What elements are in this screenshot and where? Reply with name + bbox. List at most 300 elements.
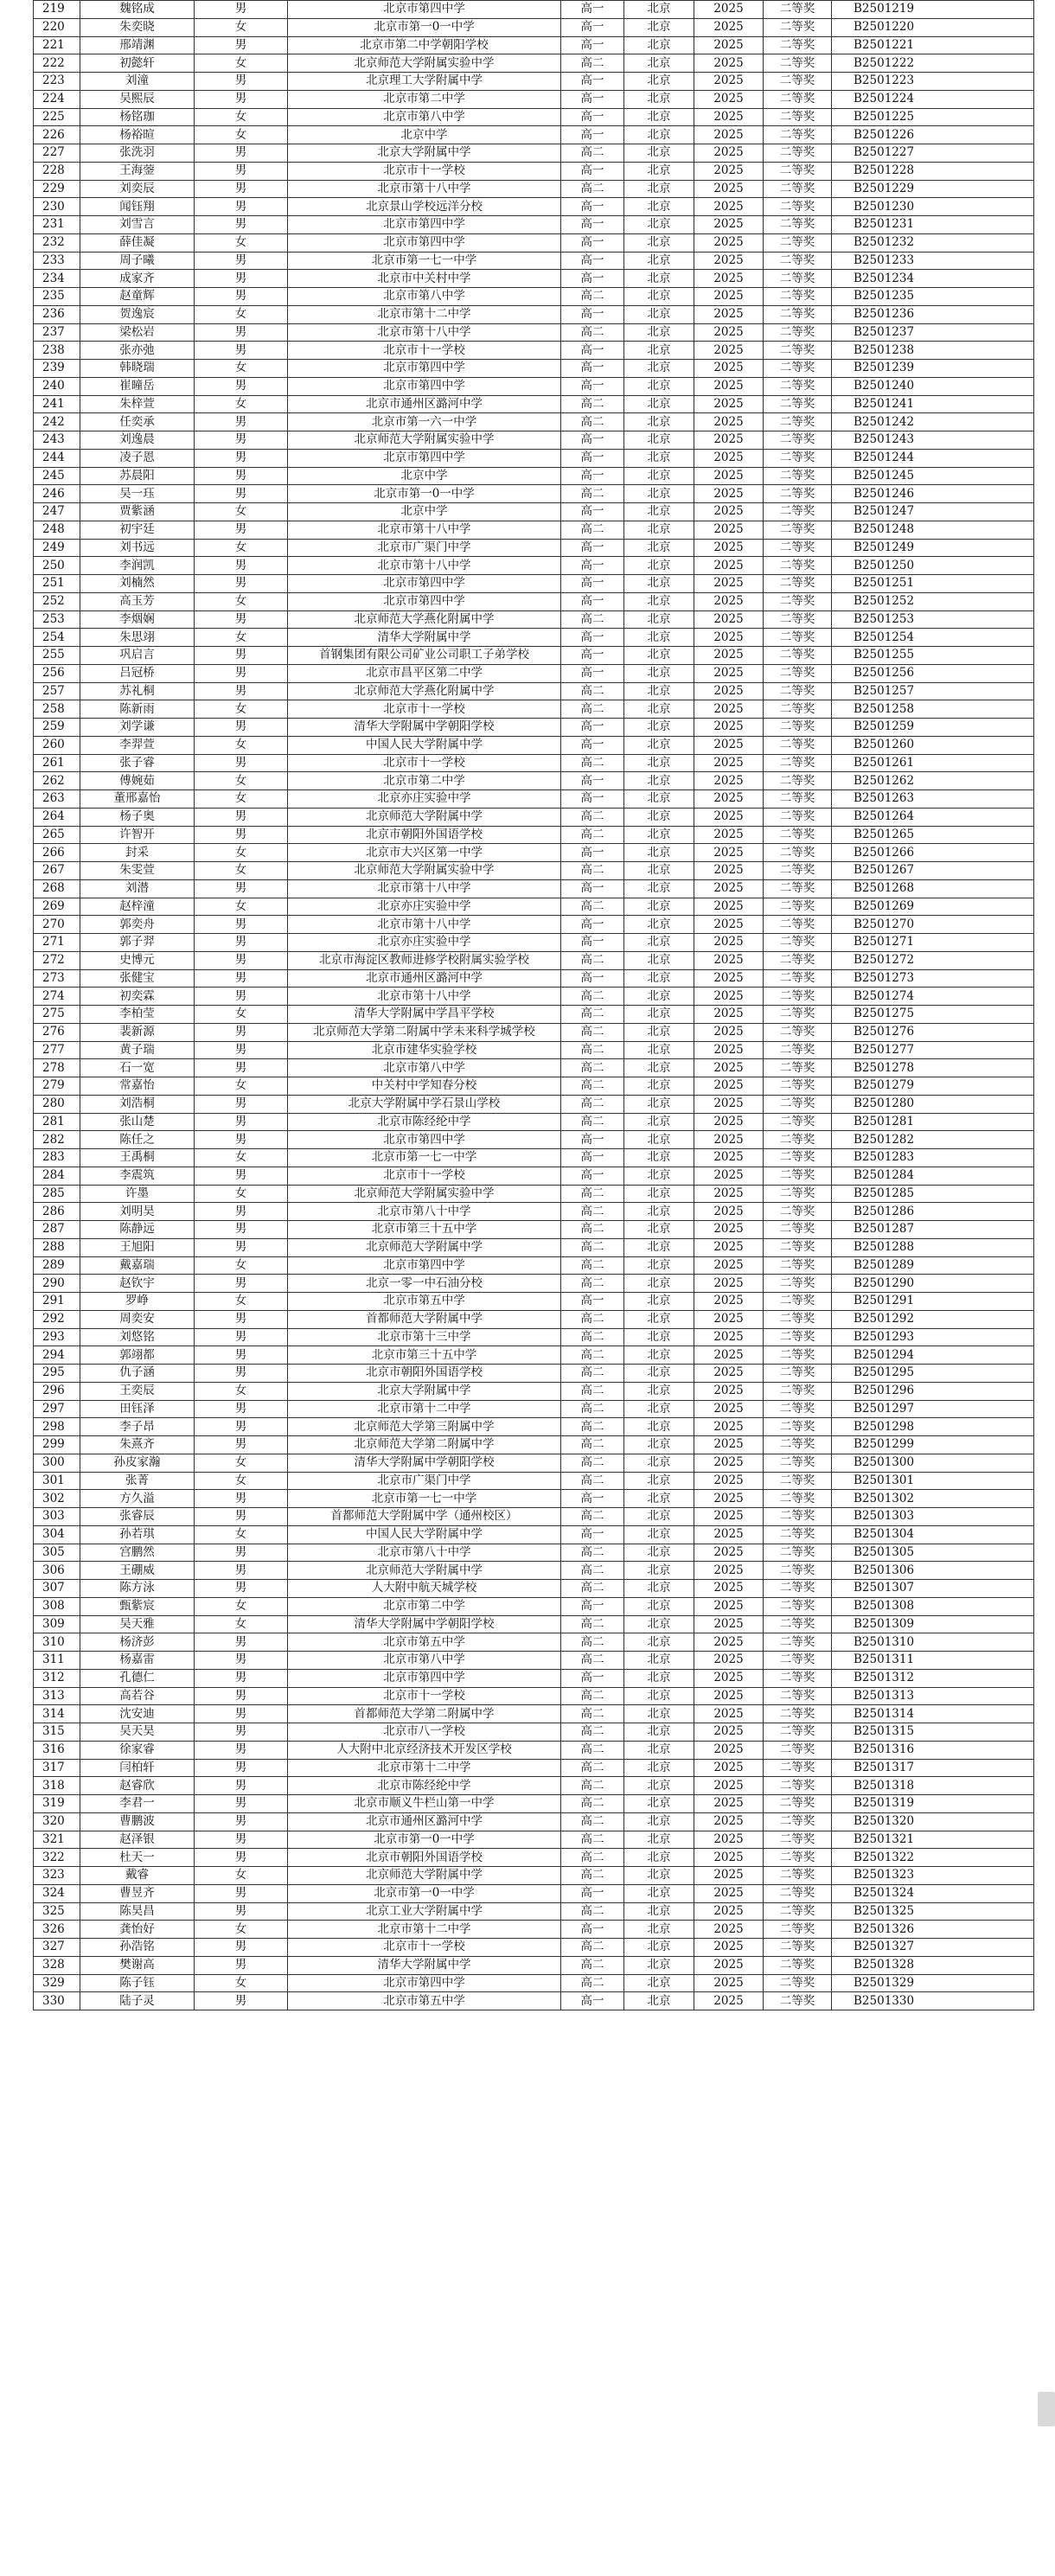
cell-name: 张睿辰 bbox=[80, 1508, 195, 1526]
table-row bbox=[34, 288, 1034, 306]
cell-number: 231 bbox=[34, 216, 80, 234]
cell-school: 北京市顺义牛栏山第一中学 bbox=[288, 1795, 561, 1813]
cell-school: 北京市第四中学 bbox=[288, 1974, 561, 1992]
cell-gender: 男 bbox=[195, 1580, 288, 1598]
cell-grade: 高二 bbox=[561, 1382, 624, 1400]
cell-certificate-id: B2501247 bbox=[832, 503, 1034, 521]
cell-school: 北京市第十二中学 bbox=[288, 1921, 561, 1939]
cell-grade: 高二 bbox=[561, 521, 624, 539]
cell-name: 苏晨阳 bbox=[80, 467, 195, 485]
cell-school: 北京中学 bbox=[288, 126, 561, 144]
cell-award: 二等奖 bbox=[764, 521, 832, 539]
cell-number: 278 bbox=[34, 1059, 80, 1077]
cell-region: 北京 bbox=[624, 1652, 694, 1670]
cell-school: 北京师范大学附属中学 bbox=[288, 1238, 561, 1256]
cell-number: 258 bbox=[34, 700, 80, 719]
cell-certificate-id: B2501282 bbox=[832, 1131, 1034, 1149]
cell-name: 郭奕舟 bbox=[80, 916, 195, 934]
cell-award: 二等奖 bbox=[764, 754, 832, 772]
cell-certificate-id: B2501307 bbox=[832, 1580, 1034, 1598]
cell-grade: 高一 bbox=[561, 198, 624, 216]
table-row bbox=[34, 485, 1034, 503]
cell-region: 北京 bbox=[624, 288, 694, 306]
cell-school: 北京市第五中学 bbox=[288, 1633, 561, 1652]
table-row bbox=[34, 539, 1034, 557]
cell-school: 首钢集团有限公司矿业公司职工子弟学校 bbox=[288, 647, 561, 665]
table-row bbox=[34, 1812, 1034, 1831]
cell-region: 北京 bbox=[624, 1365, 694, 1383]
cell-year: 2025 bbox=[694, 377, 764, 395]
cell-region: 北京 bbox=[624, 736, 694, 754]
cell-award: 二等奖 bbox=[764, 198, 832, 216]
cell-gender: 男 bbox=[195, 1652, 288, 1670]
cell-certificate-id: B2501270 bbox=[832, 916, 1034, 934]
cell-number: 324 bbox=[34, 1884, 80, 1902]
cell-grade: 高一 bbox=[561, 575, 624, 593]
cell-year: 2025 bbox=[694, 1418, 764, 1436]
cell-certificate-id: B2501290 bbox=[832, 1275, 1034, 1293]
cell-gender: 男 bbox=[195, 719, 288, 737]
cell-name: 杨济彭 bbox=[80, 1633, 195, 1652]
cell-year: 2025 bbox=[694, 1023, 764, 1041]
cell-region: 北京 bbox=[624, 1436, 694, 1454]
cell-year: 2025 bbox=[694, 629, 764, 647]
cell-grade: 高二 bbox=[561, 826, 624, 844]
cell-region: 北京 bbox=[624, 1705, 694, 1723]
table-row bbox=[34, 664, 1034, 682]
cell-gender: 男 bbox=[195, 377, 288, 395]
table-row bbox=[34, 1400, 1034, 1418]
cell-school: 北京市第十八中学 bbox=[288, 557, 561, 575]
cell-name: 韩晓瑞 bbox=[80, 360, 195, 378]
cell-certificate-id: B2501239 bbox=[832, 360, 1034, 378]
cell-region: 北京 bbox=[624, 1525, 694, 1544]
cell-grade: 高二 bbox=[561, 1939, 624, 1957]
cell-certificate-id: B2501321 bbox=[832, 1831, 1034, 1849]
cell-number: 284 bbox=[34, 1167, 80, 1185]
cell-school: 北京市第四中学 bbox=[288, 1131, 561, 1149]
cell-gender: 男 bbox=[195, 431, 288, 450]
cell-gender: 女 bbox=[195, 126, 288, 144]
cell-gender: 男 bbox=[195, 270, 288, 288]
cell-award: 二等奖 bbox=[764, 879, 832, 898]
cell-year: 2025 bbox=[694, 1490, 764, 1508]
cell-year: 2025 bbox=[694, 216, 764, 234]
cell-certificate-id: B2501319 bbox=[832, 1795, 1034, 1813]
table-row bbox=[34, 826, 1034, 844]
cell-region: 北京 bbox=[624, 1293, 694, 1311]
table-row bbox=[34, 1544, 1034, 1562]
table-row bbox=[34, 988, 1034, 1006]
cell-certificate-id: B2501281 bbox=[832, 1113, 1034, 1131]
cell-region: 北京 bbox=[624, 844, 694, 862]
cell-award: 二等奖 bbox=[764, 916, 832, 934]
cell-name: 刘雪言 bbox=[80, 216, 195, 234]
cell-certificate-id: B2501292 bbox=[832, 1310, 1034, 1328]
cell-number: 298 bbox=[34, 1418, 80, 1436]
cell-name: 赵钦宇 bbox=[80, 1275, 195, 1293]
cell-region: 北京 bbox=[624, 1562, 694, 1580]
cell-award: 二等奖 bbox=[764, 664, 832, 682]
cell-award: 二等奖 bbox=[764, 503, 832, 521]
cell-region: 北京 bbox=[624, 1041, 694, 1059]
cell-grade: 高二 bbox=[561, 413, 624, 431]
cell-gender: 女 bbox=[195, 898, 288, 916]
cell-number: 289 bbox=[34, 1256, 80, 1275]
table-row bbox=[34, 1346, 1034, 1365]
cell-region: 北京 bbox=[624, 629, 694, 647]
cell-year: 2025 bbox=[694, 485, 764, 503]
cell-number: 329 bbox=[34, 1974, 80, 1992]
cell-school: 北京市第十二中学 bbox=[288, 1759, 561, 1777]
cell-school: 北京市第四中学 bbox=[288, 1, 561, 19]
cell-certificate-id: B2501300 bbox=[832, 1454, 1034, 1472]
cell-number: 309 bbox=[34, 1615, 80, 1633]
cell-gender: 女 bbox=[195, 862, 288, 880]
cell-certificate-id: B2501301 bbox=[832, 1472, 1034, 1490]
cell-year: 2025 bbox=[694, 754, 764, 772]
cell-school: 北京市建华实验学校 bbox=[288, 1041, 561, 1059]
cell-year: 2025 bbox=[694, 879, 764, 898]
cell-grade: 高一 bbox=[561, 879, 624, 898]
cell-award: 二等奖 bbox=[764, 1275, 832, 1293]
cell-number: 326 bbox=[34, 1921, 80, 1939]
cell-school: 北京市十一学校 bbox=[288, 1687, 561, 1705]
table-row bbox=[34, 1454, 1034, 1472]
cell-award: 二等奖 bbox=[764, 1849, 832, 1867]
cell-region: 北京 bbox=[624, 610, 694, 629]
cell-award: 二等奖 bbox=[764, 1023, 832, 1041]
cell-grade: 高二 bbox=[561, 1705, 624, 1723]
cell-certificate-id: B2501328 bbox=[832, 1956, 1034, 1974]
cell-school: 首都师范大学附属中学（通州校区） bbox=[288, 1508, 561, 1526]
cell-certificate-id: B2501242 bbox=[832, 413, 1034, 431]
cell-certificate-id: B2501303 bbox=[832, 1508, 1034, 1526]
cell-number: 264 bbox=[34, 808, 80, 826]
cell-gender: 女 bbox=[195, 360, 288, 378]
cell-grade: 高一 bbox=[561, 664, 624, 682]
cell-grade: 高二 bbox=[561, 610, 624, 629]
cell-number: 236 bbox=[34, 305, 80, 323]
cell-grade: 高二 bbox=[561, 1472, 624, 1490]
cell-year: 2025 bbox=[694, 1652, 764, 1670]
cell-school: 北京市第二中学朝阳学校 bbox=[288, 36, 561, 54]
cell-certificate-id: B2501310 bbox=[832, 1633, 1034, 1652]
cell-school: 北京市通州区潞河中学 bbox=[288, 1812, 561, 1831]
cell-year: 2025 bbox=[694, 1974, 764, 1992]
cell-region: 北京 bbox=[624, 1095, 694, 1113]
cell-name: 朱思翊 bbox=[80, 629, 195, 647]
scrollbar-thumb[interactable] bbox=[1038, 2392, 1055, 2426]
cell-year: 2025 bbox=[694, 233, 764, 252]
table-row bbox=[34, 1041, 1034, 1059]
cell-certificate-id: B2501302 bbox=[832, 1490, 1034, 1508]
cell-name: 曹昱齐 bbox=[80, 1884, 195, 1902]
cell-award: 二等奖 bbox=[764, 1633, 832, 1652]
cell-name: 朱奕晓 bbox=[80, 18, 195, 36]
cell-award: 二等奖 bbox=[764, 1741, 832, 1759]
cell-year: 2025 bbox=[694, 1831, 764, 1849]
cell-region: 北京 bbox=[624, 162, 694, 180]
cell-gender: 女 bbox=[195, 736, 288, 754]
cell-region: 北京 bbox=[624, 1544, 694, 1562]
cell-grade: 高二 bbox=[561, 754, 624, 772]
cell-certificate-id: B2501274 bbox=[832, 988, 1034, 1006]
cell-award: 二等奖 bbox=[764, 862, 832, 880]
cell-award: 二等奖 bbox=[764, 934, 832, 952]
cell-school: 北京市第一七一中学 bbox=[288, 252, 561, 270]
cell-certificate-id: B2501244 bbox=[832, 449, 1034, 467]
cell-year: 2025 bbox=[694, 1346, 764, 1365]
table-row bbox=[34, 1203, 1034, 1221]
cell-gender: 女 bbox=[195, 1293, 288, 1311]
cell-year: 2025 bbox=[694, 1238, 764, 1256]
cell-gender: 男 bbox=[195, 1095, 288, 1113]
cell-certificate-id: B2501316 bbox=[832, 1741, 1034, 1759]
cell-number: 283 bbox=[34, 1149, 80, 1167]
cell-year: 2025 bbox=[694, 575, 764, 593]
cell-school: 北京市第十二中学 bbox=[288, 1400, 561, 1418]
cell-number: 253 bbox=[34, 610, 80, 629]
cell-certificate-id: B2501251 bbox=[832, 575, 1034, 593]
cell-year: 2025 bbox=[694, 180, 764, 198]
table-row bbox=[34, 592, 1034, 610]
table-row bbox=[34, 1149, 1034, 1167]
cell-award: 二等奖 bbox=[764, 36, 832, 54]
cell-year: 2025 bbox=[694, 1867, 764, 1885]
cell-year: 2025 bbox=[694, 736, 764, 754]
cell-certificate-id: B2501271 bbox=[832, 934, 1034, 952]
cell-year: 2025 bbox=[694, 342, 764, 360]
cell-award: 二等奖 bbox=[764, 1256, 832, 1275]
cell-gender: 男 bbox=[195, 916, 288, 934]
cell-gender: 男 bbox=[195, 342, 288, 360]
cell-award: 二等奖 bbox=[764, 342, 832, 360]
table-row bbox=[34, 916, 1034, 934]
cell-grade: 高二 bbox=[561, 1974, 624, 1992]
cell-grade: 高二 bbox=[561, 1113, 624, 1131]
cell-region: 北京 bbox=[624, 1902, 694, 1921]
cell-gender: 女 bbox=[195, 1525, 288, 1544]
cell-certificate-id: B2501311 bbox=[832, 1652, 1034, 1670]
cell-grade: 高一 bbox=[561, 1, 624, 19]
cell-certificate-id: B2501327 bbox=[832, 1939, 1034, 1957]
cell-name: 贺逸宸 bbox=[80, 305, 195, 323]
cell-certificate-id: B2501283 bbox=[832, 1149, 1034, 1167]
table-row bbox=[34, 1490, 1034, 1508]
cell-region: 北京 bbox=[624, 951, 694, 969]
cell-award: 二等奖 bbox=[764, 1436, 832, 1454]
cell-gender: 男 bbox=[195, 682, 288, 700]
cell-region: 北京 bbox=[624, 485, 694, 503]
cell-school: 北京市十一学校 bbox=[288, 342, 561, 360]
cell-number: 320 bbox=[34, 1812, 80, 1831]
cell-award: 二等奖 bbox=[764, 826, 832, 844]
cell-region: 北京 bbox=[624, 1472, 694, 1490]
cell-school: 首都师范大学附属中学 bbox=[288, 1310, 561, 1328]
cell-grade: 高二 bbox=[561, 1275, 624, 1293]
cell-certificate-id: B2501219 bbox=[832, 1, 1034, 19]
cell-number: 297 bbox=[34, 1400, 80, 1418]
table-row bbox=[34, 1328, 1034, 1346]
table-row bbox=[34, 1006, 1034, 1024]
cell-name: 刘潜 bbox=[80, 879, 195, 898]
cell-certificate-id: B2501243 bbox=[832, 431, 1034, 450]
cell-name: 魏铭成 bbox=[80, 1, 195, 19]
table-row bbox=[34, 1275, 1034, 1293]
cell-gender: 女 bbox=[195, 592, 288, 610]
table-row bbox=[34, 413, 1034, 431]
cell-region: 北京 bbox=[624, 1382, 694, 1400]
cell-award: 二等奖 bbox=[764, 1921, 832, 1939]
cell-grade: 高一 bbox=[561, 1167, 624, 1185]
cell-region: 北京 bbox=[624, 1131, 694, 1149]
table-row bbox=[34, 18, 1034, 36]
cell-year: 2025 bbox=[694, 1544, 764, 1562]
cell-certificate-id: B2501323 bbox=[832, 1867, 1034, 1885]
cell-name: 黄子瑞 bbox=[80, 1041, 195, 1059]
cell-grade: 高二 bbox=[561, 1902, 624, 1921]
cell-award: 二等奖 bbox=[764, 808, 832, 826]
cell-grade: 高二 bbox=[561, 1221, 624, 1239]
cell-school: 北京师范大学第二附属中学未来科学城学校 bbox=[288, 1023, 561, 1041]
table-row bbox=[34, 377, 1034, 395]
cell-region: 北京 bbox=[624, 503, 694, 521]
cell-school: 北京亦庄实验中学 bbox=[288, 934, 561, 952]
cell-school: 中关村中学知春分校 bbox=[288, 1077, 561, 1096]
cell-grade: 高二 bbox=[561, 1328, 624, 1346]
cell-school: 北京市第一0一中学 bbox=[288, 18, 561, 36]
cell-award: 二等奖 bbox=[764, 1615, 832, 1633]
cell-gender: 男 bbox=[195, 1418, 288, 1436]
cell-year: 2025 bbox=[694, 1795, 764, 1813]
cell-number: 251 bbox=[34, 575, 80, 593]
cell-certificate-id: B2501221 bbox=[832, 36, 1034, 54]
cell-grade: 高二 bbox=[561, 1365, 624, 1383]
cell-award: 二等奖 bbox=[764, 1777, 832, 1795]
cell-gender: 女 bbox=[195, 1921, 288, 1939]
cell-region: 北京 bbox=[624, 808, 694, 826]
cell-gender: 男 bbox=[195, 90, 288, 108]
cell-year: 2025 bbox=[694, 1382, 764, 1400]
cell-number: 219 bbox=[34, 1, 80, 19]
cell-number: 305 bbox=[34, 1544, 80, 1562]
table-row bbox=[34, 1777, 1034, 1795]
cell-school: 北京市十一学校 bbox=[288, 1167, 561, 1185]
cell-year: 2025 bbox=[694, 1525, 764, 1544]
cell-award: 二等奖 bbox=[764, 1400, 832, 1418]
cell-gender: 女 bbox=[195, 1867, 288, 1885]
cell-gender: 男 bbox=[195, 162, 288, 180]
cell-gender: 女 bbox=[195, 772, 288, 790]
cell-year: 2025 bbox=[694, 270, 764, 288]
cell-name: 傅婉茹 bbox=[80, 772, 195, 790]
cell-region: 北京 bbox=[624, 862, 694, 880]
cell-award: 二等奖 bbox=[764, 592, 832, 610]
cell-name: 孙若琪 bbox=[80, 1525, 195, 1544]
cell-name: 张亦弛 bbox=[80, 342, 195, 360]
cell-region: 北京 bbox=[624, 73, 694, 91]
cell-certificate-id: B2501326 bbox=[832, 1921, 1034, 1939]
cell-school: 北京市第八中学 bbox=[288, 1059, 561, 1077]
cell-region: 北京 bbox=[624, 1346, 694, 1365]
cell-certificate-id: B2501286 bbox=[832, 1203, 1034, 1221]
cell-number: 269 bbox=[34, 898, 80, 916]
cell-certificate-id: B2501322 bbox=[832, 1849, 1034, 1867]
cell-award: 二等奖 bbox=[764, 449, 832, 467]
table-row bbox=[34, 1113, 1034, 1131]
table-row bbox=[34, 1795, 1034, 1813]
cell-gender: 女 bbox=[195, 1077, 288, 1096]
cell-award: 二等奖 bbox=[764, 288, 832, 306]
cell-school: 北京市八一学校 bbox=[288, 1723, 561, 1742]
cell-school: 北京中学 bbox=[288, 467, 561, 485]
cell-region: 北京 bbox=[624, 1939, 694, 1957]
table-row bbox=[34, 467, 1034, 485]
cell-year: 2025 bbox=[694, 682, 764, 700]
cell-school: 北京市中关村中学 bbox=[288, 270, 561, 288]
cell-school: 北京市第一七一中学 bbox=[288, 1149, 561, 1167]
cell-award: 二等奖 bbox=[764, 575, 832, 593]
cell-gender: 男 bbox=[195, 1113, 288, 1131]
cell-grade: 高二 bbox=[561, 1562, 624, 1580]
cell-year: 2025 bbox=[694, 1705, 764, 1723]
cell-certificate-id: B2501289 bbox=[832, 1256, 1034, 1275]
cell-region: 北京 bbox=[624, 1149, 694, 1167]
cell-name: 薛佳凝 bbox=[80, 233, 195, 252]
cell-name: 初宇廷 bbox=[80, 521, 195, 539]
cell-certificate-id: B2501254 bbox=[832, 629, 1034, 647]
cell-region: 北京 bbox=[624, 449, 694, 467]
cell-award: 二等奖 bbox=[764, 108, 832, 126]
cell-school: 北京市十一学校 bbox=[288, 162, 561, 180]
cell-year: 2025 bbox=[694, 1328, 764, 1346]
cell-school: 北京师范大学附属实验中学 bbox=[288, 862, 561, 880]
cell-grade: 高一 bbox=[561, 73, 624, 91]
cell-grade: 高一 bbox=[561, 216, 624, 234]
table-row bbox=[34, 1077, 1034, 1096]
cell-name: 王奕辰 bbox=[80, 1382, 195, 1400]
cell-region: 北京 bbox=[624, 252, 694, 270]
cell-name: 常嘉怡 bbox=[80, 1077, 195, 1096]
cell-award: 二等奖 bbox=[764, 1346, 832, 1365]
cell-year: 2025 bbox=[694, 1849, 764, 1867]
cell-number: 220 bbox=[34, 18, 80, 36]
table-row bbox=[34, 1256, 1034, 1275]
cell-name: 刘明昊 bbox=[80, 1203, 195, 1221]
table-row bbox=[34, 198, 1034, 216]
cell-award: 二等奖 bbox=[764, 1113, 832, 1131]
cell-grade: 高一 bbox=[561, 126, 624, 144]
cell-name: 郭翊都 bbox=[80, 1346, 195, 1365]
cell-award: 二等奖 bbox=[764, 719, 832, 737]
cell-gender: 女 bbox=[195, 1454, 288, 1472]
cell-school: 北京亦庄实验中学 bbox=[288, 898, 561, 916]
cell-number: 299 bbox=[34, 1436, 80, 1454]
cell-year: 2025 bbox=[694, 1884, 764, 1902]
cell-certificate-id: B2501284 bbox=[832, 1167, 1034, 1185]
cell-name: 李烟娴 bbox=[80, 610, 195, 629]
cell-school: 北京市第一七一中学 bbox=[288, 1490, 561, 1508]
table-row bbox=[34, 144, 1034, 163]
cell-number: 328 bbox=[34, 1956, 80, 1974]
cell-award: 二等奖 bbox=[764, 1669, 832, 1687]
cell-number: 227 bbox=[34, 144, 80, 163]
cell-certificate-id: B2501262 bbox=[832, 772, 1034, 790]
cell-award: 二等奖 bbox=[764, 736, 832, 754]
cell-gender: 男 bbox=[195, 1992, 288, 2010]
cell-name: 朱梓萱 bbox=[80, 395, 195, 413]
